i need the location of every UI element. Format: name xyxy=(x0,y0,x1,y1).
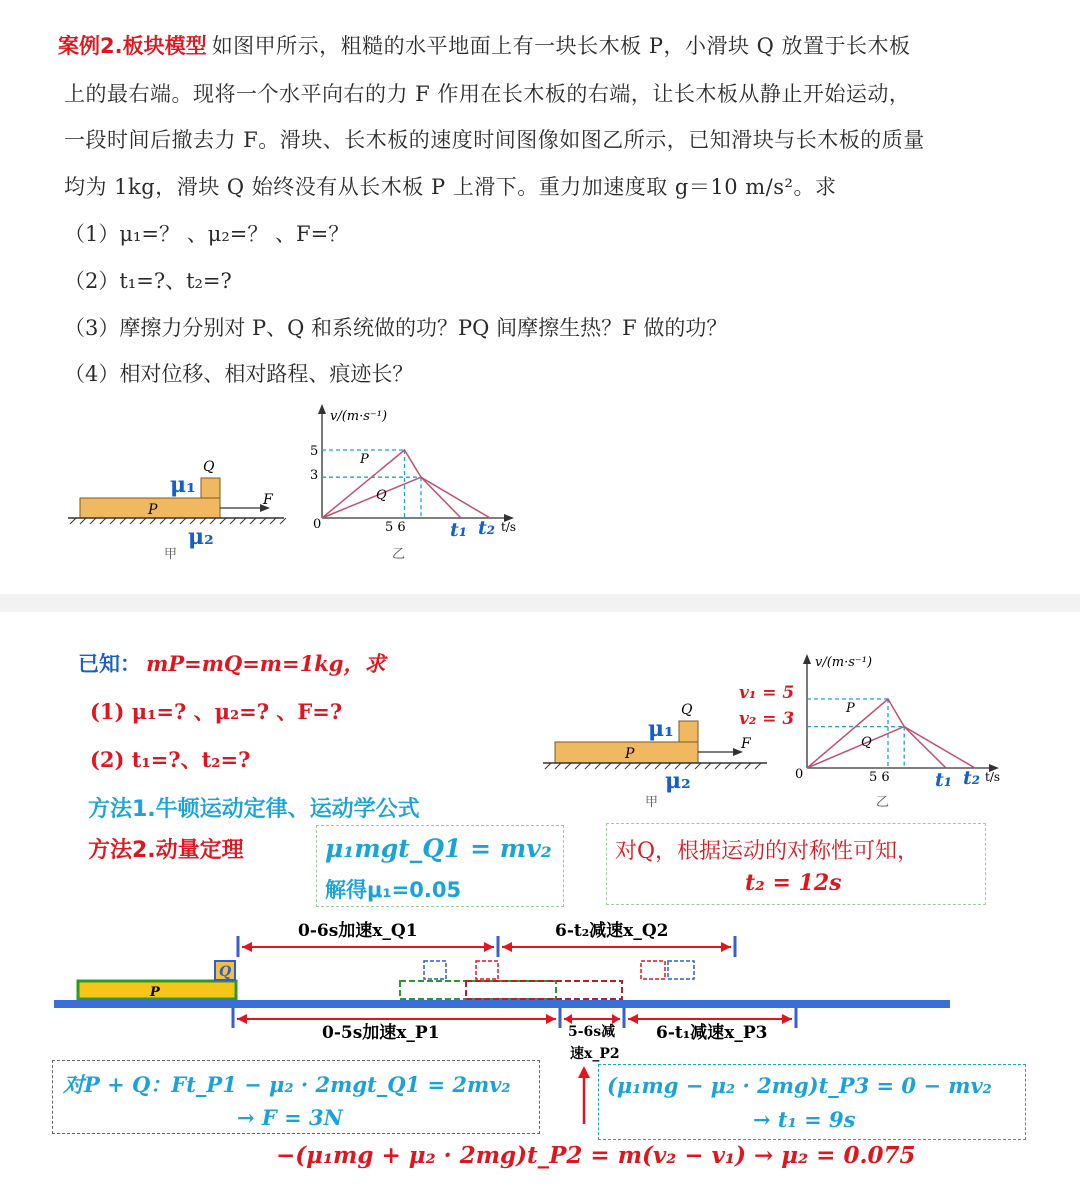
solution-question-2: (2) t₁=?、t₂=? xyxy=(90,747,251,772)
method-2: 方法2.动量定理 xyxy=(88,838,244,863)
x-tick-56: 5 6 xyxy=(385,520,406,535)
series-p-label: P xyxy=(360,452,369,467)
question-1: （1）μ₁=？ 、μ₂=？ 、F=？ xyxy=(64,222,350,246)
series-p-line xyxy=(322,450,461,518)
force-equation: 对P + Q：Ft_P1 − μ₂ · 2mgt_Q1 = 2mv₂ xyxy=(63,1072,511,1097)
board-label: P xyxy=(625,746,635,762)
y-axis-arrow xyxy=(803,654,811,664)
board-start-label: P xyxy=(150,985,160,1000)
figure-jia-label: 甲 xyxy=(164,547,178,562)
block-ghost-1 xyxy=(424,961,446,979)
block-start-label: Q xyxy=(219,964,232,980)
solution-question-1: (1) μ₁=? 、μ₂=? 、F=? xyxy=(90,699,343,724)
force-label: F xyxy=(263,492,273,508)
t1-equation: (μ₁mg − μ₂ · 2mg)t_P3 = 0 − mv₂ xyxy=(607,1073,992,1098)
figure-yi-label: 乙 xyxy=(392,547,406,562)
block-q xyxy=(201,478,220,498)
question-3: （3）摩擦力分别对 P、Q 和系统做的功？PQ 间摩擦生热？F 做的功？ xyxy=(64,316,728,340)
mu2-equation: −(μ₁mg + μ₂ · 2mg)t_P2 = m(v₂ − v₁) → μ₂ = 0.075 xyxy=(276,1142,916,1169)
mu1-equation-box xyxy=(316,825,564,907)
y-axis-label: v/(m·s⁻¹) xyxy=(815,655,873,670)
xp2-label-a: 5-6s减 xyxy=(568,1024,616,1040)
xp2-label-b: 速x_P2 xyxy=(570,1046,620,1062)
vt-graph xyxy=(300,400,530,570)
board-label: P xyxy=(148,502,158,518)
x-axis-label: t/s xyxy=(501,520,517,534)
mu1-result: 解得μ₁=0.05 xyxy=(325,878,462,902)
ground-hatch xyxy=(70,518,286,524)
series-q-label: Q xyxy=(376,488,387,503)
block-label: Q xyxy=(203,459,215,475)
force-label: F xyxy=(741,736,751,752)
t1-equation-box xyxy=(598,1064,1026,1140)
chart-lines xyxy=(322,450,490,518)
question-2: （2）t₁=?、t₂=? xyxy=(64,269,232,293)
board-block-figure xyxy=(60,450,300,570)
known-line xyxy=(78,648,385,678)
solution-panel xyxy=(0,612,1080,1195)
series-p-line xyxy=(807,699,946,768)
x-tick-56: 5 6 xyxy=(869,770,890,785)
xp3-label: 6-t₁减速x_P3 xyxy=(656,1023,768,1043)
mu2-label: μ₂ xyxy=(188,524,214,550)
y-axis-arrow xyxy=(318,404,326,414)
figure-jia-label: 甲 xyxy=(645,795,659,810)
x-axis-label: t/s xyxy=(985,770,1001,784)
xq1-label: 0-6s加速x_Q1 xyxy=(298,921,418,941)
board-ghost-2 xyxy=(466,981,622,999)
xq2-label: 6-t₂减速x_Q2 xyxy=(555,921,669,941)
x-tick-t1: t₁ xyxy=(935,769,953,791)
xp1-label: 0-5s加速x_P1 xyxy=(322,1023,440,1043)
v1-label: v₁ = 5 xyxy=(739,683,795,703)
block-ghost-3 xyxy=(641,961,665,979)
problem-line-3: 一段时间后撤去力 F。滑块、长木板的速度时间图像如图乙所示，已知滑块与长木板的质量 xyxy=(64,128,925,152)
x-tick-t1: t₁ xyxy=(450,519,468,541)
symmetry-box xyxy=(606,823,986,905)
block-ghost-4 xyxy=(668,961,694,979)
mu2-label: μ₂ xyxy=(665,768,691,794)
up-arrow xyxy=(574,1064,594,1124)
vt-graph-2 xyxy=(735,642,1005,812)
ground-hatch xyxy=(545,763,761,769)
force-equation-box xyxy=(52,1060,540,1134)
series-p-label: P xyxy=(846,701,855,716)
block-ghost-2 xyxy=(476,961,498,979)
problem-line-2: 上的最右端。现将一个水平向右的力 F 作用在长木板的右端，让长木板从静止开始运动， xyxy=(64,82,911,106)
series-q-label: Q xyxy=(861,735,872,750)
known-value: mP=mQ=m=1kg，求 xyxy=(146,651,386,676)
t2-result: t₂ = 12s xyxy=(745,870,842,896)
force-result: → F = 3N xyxy=(237,1105,343,1130)
problem-line-1: 如图甲所示，粗糙的水平地面上有一块长木板 P，小滑块 Q 放置于长木板 xyxy=(211,34,911,58)
problem-panel xyxy=(0,0,1080,594)
method-1: 方法1.牛顿运动定律、运动学公式 xyxy=(88,797,420,822)
y-axis-label: v/(m·s⁻¹) xyxy=(330,409,388,424)
mu1-label: μ₁ xyxy=(648,716,674,742)
mu1-label: μ₁ xyxy=(170,472,196,498)
question-4: （4）相对位移、相对路程、痕迹长？ xyxy=(64,362,414,386)
x-tick-t2: t₂ xyxy=(963,767,981,789)
block-q xyxy=(679,721,698,742)
t1-result: → t₁ = 9s xyxy=(753,1107,856,1132)
block-label: Q xyxy=(681,702,693,718)
y-tick-3: 3 xyxy=(310,468,319,483)
mu1-equation: μ₁mgt_Q1 = mv₂ xyxy=(325,834,552,863)
chart-lines xyxy=(807,699,975,768)
known-label: 已知： xyxy=(78,652,141,676)
problem-line-4: 均为 1kg，滑块 Q 始终没有从长木板 P 上滑下。重力加速度取 g＝10 m/s²。求 xyxy=(64,175,837,199)
motion-diagram xyxy=(0,912,1080,1062)
origin-label: 0 xyxy=(795,767,804,782)
board-ghost-1 xyxy=(400,981,556,999)
symmetry-text: 对Q，根据运动的对称性可知， xyxy=(615,839,920,864)
v2-label: v₂ = 3 xyxy=(739,709,795,729)
problem-first-line xyxy=(58,30,911,60)
problem-title: 案例2.板块模型 xyxy=(58,34,207,58)
figure-yi-label: 乙 xyxy=(876,795,890,810)
origin-label: 0 xyxy=(313,517,322,532)
ground-bar xyxy=(54,1000,950,1008)
x-tick-t2: t₂ xyxy=(478,517,496,539)
y-tick-5: 5 xyxy=(310,444,319,459)
